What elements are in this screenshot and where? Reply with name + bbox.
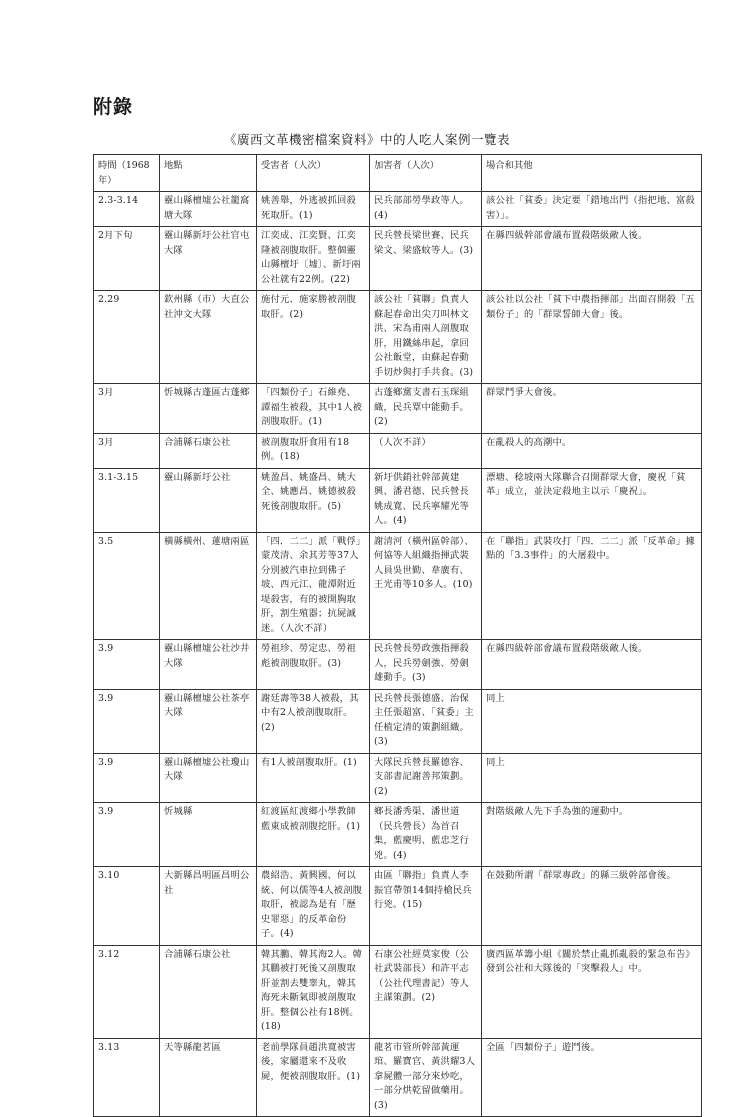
table-row [94, 291, 702, 384]
table-row [94, 384, 702, 434]
cell-context: 該公社以公社「貧下中農指揮部」出面召開殺「五類份子」的「群眾誓師大會」後。 [482, 291, 702, 384]
table-row [94, 640, 702, 690]
table-row [94, 867, 702, 946]
cell-victims: 謝廷壽等38人被殺，其中有2人被剖腹取肝。(2) [257, 689, 370, 753]
cell-perpetrators: 該公社「貧聯」負責人蘇起春命出尖刀叫林文洪、宋為甫兩人剖腹取肝，用鐵絲串起，拿回公社飯堂，由蘇起春動手切炒與打手共食。(3) [370, 291, 482, 384]
cell-perpetrators: 新圩供銷社幹部黃建興、潘君德、民兵營長姚成寬、民兵寧耀光等人。(4) [370, 468, 482, 532]
cell-victims: 農紹浩、黃興國、何以統、何以儒等4人被剖腹取肝，被認為是有「歷史罪惡」的反革命份子。(4) [257, 867, 370, 946]
cell-victims: 「四．二二」派「戰俘」蒙茂清、余其芳等37人分別被汽車拉到佛子坡、西元江、龍潭附近堤殺害，有的被開胸取肝，割生殖器；抗屍誠迷。（人次不詳） [257, 532, 370, 640]
table-title: 《廣西文革機密檔案資料》中的人吃人案例一覽表 [223, 132, 510, 147]
cell-victims: 「四類份子」石維堯、譚福生被殺，其中1人被剖腹取肝。(1) [257, 384, 370, 434]
cell-victims: 有1人被剖腹取肝。(1) [257, 753, 370, 803]
cell-location: 橫縣橫州、蓮塘兩區 [160, 532, 257, 640]
cell-perpetrators: 龍茗市管所幹部黃運琯、羅寶官、黃洪耀3人拿屍體一部分來炒吃，一部分烘乾留做藥用。(3) [370, 1038, 482, 1117]
cell-location: 靈山縣檀墟公社籠窩塘大隊 [160, 192, 257, 227]
cell-context: 在縣四級幹部會議布置殺階級敵人後。 [482, 227, 702, 291]
cell-context: 對階級敵人先下手為強的運動中。 [482, 803, 702, 867]
cell-context: 同上 [482, 753, 702, 803]
cell-time: 3.9 [94, 689, 160, 753]
table-row [94, 945, 702, 1038]
column-header-time: 時間（1968年） [94, 155, 160, 192]
table-row [94, 753, 702, 803]
table-row [94, 227, 702, 291]
cell-victims: 韓其鵬、韓其海2人。韓其鵬被打死後又剖腹取肝並割去雙睾丸，韓其海死未斷氣即被剖腹取肝。整個公社有18例。(18) [257, 945, 370, 1038]
cell-location: 合浦縣石康公社 [160, 433, 257, 468]
cell-location: 忻城縣古蓬區古蓬鄉 [160, 384, 257, 434]
table-row [94, 803, 702, 867]
cell-time: 2.29 [94, 291, 160, 384]
cell-perpetrators: 民兵部部勞學政等人。(4) [370, 192, 482, 227]
cell-victims: 姚善舉，外逃被抓回殺死取肝。(1) [257, 192, 370, 227]
cell-victims: 江奕成、江奕賢、江奕隆被剖腹取肝。整個靈山縣檀圩〔墟〕、新圩兩公社就有22例。(22) [257, 227, 370, 291]
cell-location: 靈山縣檀墟公社沙井大隊 [160, 640, 257, 690]
cell-victims: 勞祖珍、勞定忠、勞祖彪被剖腹取肝。(3) [257, 640, 370, 690]
cell-victims: 紅渡區紅渡鄉小學教師藍東成被剖腹挖肝。(1) [257, 803, 370, 867]
column-header-perpetrators: 加害者（人次） [370, 155, 482, 192]
cell-victims: 姚盈昌、姚盛昌、姚大全、姚應昌、姚德被殺死後剖腹取肝。(5) [257, 468, 370, 532]
cell-location: 靈山縣新圩公社 [160, 468, 257, 532]
table-row [94, 532, 702, 640]
column-header-location: 地點 [160, 155, 257, 192]
cell-context: 廣西區革籌小組《關於禁止亂抓亂殺的緊急布告》發到公社和大隊後的「突擊殺人」中。 [482, 945, 702, 1038]
cell-perpetrators: 古蓬鄉黨支書石玉琛組織，民兵覃中能動手。(2) [370, 384, 482, 434]
cell-context: 該公社「貧委」決定要「錯地出門（指把地、富殺害）」。 [482, 192, 702, 227]
cell-context: 在鼓動所謂「群眾專政」的縣三級幹部會後。 [482, 867, 702, 946]
cell-location: 大新縣昌明區昌明公社 [160, 867, 257, 946]
cell-perpetrators: 石康公社經莫家俊（公社武裝部長）和許平志（公社代理書記）等人主謀策劃。(2) [370, 945, 482, 1038]
cell-time: 3月 [94, 384, 160, 434]
cell-perpetrators: 民兵營長梁世賽、民兵梁文、梁盛蚊等人。(3) [370, 227, 482, 291]
cell-time: 3.10 [94, 867, 160, 946]
cell-context: 同上 [482, 689, 702, 753]
cell-time: 3.1-3.15 [94, 468, 160, 532]
cell-context: 在縣四級幹部會議布置殺階級敵人後。 [482, 640, 702, 690]
cell-time: 3.9 [94, 803, 160, 867]
cell-victims: 老前學隊員趙洪寬被害後，家屬還來不及收屍，便被剖腹取肝。(1) [257, 1038, 370, 1117]
cell-time: 3.9 [94, 640, 160, 690]
table-row [94, 1038, 702, 1117]
cell-victims: 被剖腹取肝食用有18例。(18) [257, 433, 370, 468]
cell-location: 合浦縣石康公社 [160, 945, 257, 1038]
table-row [94, 689, 702, 753]
cell-perpetrators: 民兵營長勞政強指揮殺人，民兵勞劍強、勞劍雄動手。(3) [370, 640, 482, 690]
cell-perpetrators: （人次不詳） [370, 433, 482, 468]
cell-time: 3.5 [94, 532, 160, 640]
table-row [94, 192, 702, 227]
column-header-context: 場合和其他 [482, 155, 702, 192]
cell-perpetrators: 大隊民兵營長羅德容、支部書記謝善邦策劃。(2) [370, 753, 482, 803]
table-header-row [94, 155, 702, 192]
cell-location: 忻城縣 [160, 803, 257, 867]
cell-context: 群眾鬥爭大會後。 [482, 384, 702, 434]
cell-context: 漂塘、稔坡兩大隊聯合召開群眾大會，慶祝「貧革」成立，並決定殺地主以示「慶祝」。 [482, 468, 702, 532]
table-row [94, 468, 702, 532]
table-row [94, 433, 702, 468]
cell-context: 在亂殺人的高潮中。 [482, 433, 702, 468]
cases-table [93, 154, 702, 1117]
cell-time: 3.12 [94, 945, 160, 1038]
cell-time: 3月 [94, 433, 160, 468]
cell-perpetrators: 民兵營長張德盛、治保主任張超富、「貧委」主任植定清的策劃組織。(3) [370, 689, 482, 753]
cell-location: 靈山縣檀墟公社茶亭大隊 [160, 689, 257, 753]
cell-perpetrators: 鄉長潘秀渠、潘世道（民兵營長）為首召集，藍慶明、藍忠芝行兇。(4) [370, 803, 482, 867]
cell-location: 靈山縣新圩公社官屯大隊 [160, 227, 257, 291]
cell-time: 2月下旬 [94, 227, 160, 291]
cell-time: 3.9 [94, 753, 160, 803]
cell-perpetrators: 由區「聯指」負責人李振官帶領14個持槍民兵行兇。(15) [370, 867, 482, 946]
cell-perpetrators: 謝清河（橫州區幹部）、何協等人組織指揮武裝人員吳世勤、韋廣有、王光甫等10多人。(10) [370, 532, 482, 640]
cell-time: 3.13 [94, 1038, 160, 1117]
cell-location: 欽州縣（市）大直公社沖文大隊 [160, 291, 257, 384]
cell-context: 全區「四類份子」遊鬥後。 [482, 1038, 702, 1117]
appendix-heading: 附錄 [93, 96, 134, 118]
column-header-victims: 受害者（人次） [257, 155, 370, 192]
cell-location: 靈山縣檀墟公社瓊山大隊 [160, 753, 257, 803]
cell-location: 天等縣龍茗區 [160, 1038, 257, 1117]
cell-context: 在「聯指」武裝攻打「四．二二」派「反革命」據點的「3.3事件」的大屠殺中。 [482, 532, 702, 640]
cell-victims: 施付元、施家勝被剖腹取肝。(2) [257, 291, 370, 384]
cell-time: 2.3-3.14 [94, 192, 160, 227]
